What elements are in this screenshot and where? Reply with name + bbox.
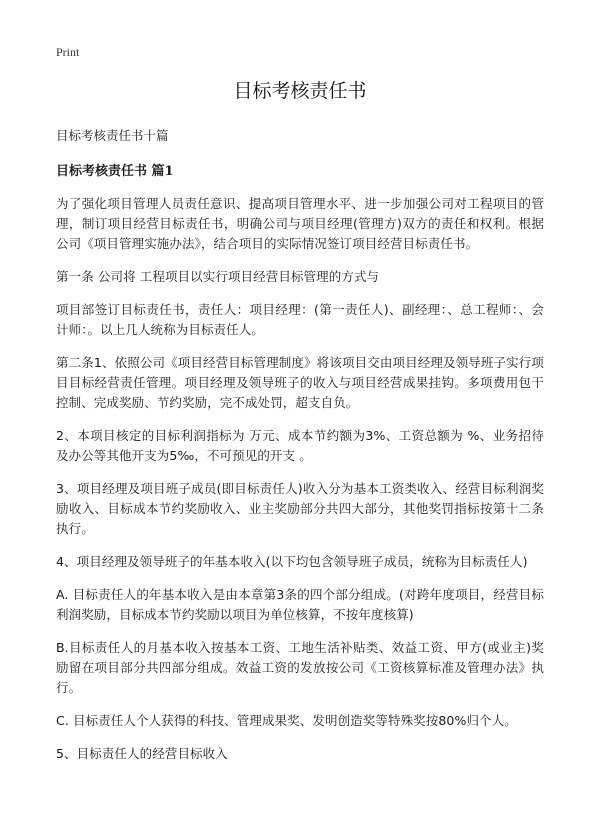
paragraph-item-c: C. 目标责任人个人获得的科技、管理成果奖、发明创造奖等特殊奖按80%归个人。 — [56, 713, 517, 728]
paragraph-item-5: 5、目标责任人的经营目标收入 — [56, 746, 228, 761]
paragraph-article-1: 第一条 公司将 工程项目以实行项目经营目标管理的方式与 — [56, 269, 380, 284]
paragraph-article-2: 第二条1、依照公司《项目经营目标管理制度》将该项目交由项目经理及领导班子实行项目目标经营责任管理。项目经理及领导班子的收入与项目经营成果挂钩。多项费用包干控制、完成奖励、节约奖励，完不成处罚，超支自负。 — [56, 355, 544, 410]
section-heading: 目标考核责任书 篇1 — [56, 164, 174, 179]
paragraph-item-a: A. 目标责任人的年基本收入是由本章第3条的四个部分组成。(对跨年度项目，经营目标利润奖励，目标成本节约奖励以项目为单位核算，不按年度核算) — [56, 587, 544, 622]
page-title: 目标考核责任书 — [233, 80, 367, 102]
paragraph-item-3: 3、项目经理及项目班子成员(即目标责任人)收入分为基本工资类收入、经营目标利润奖励收入、目标成本节约奖励收入、业主奖励部分共四大部分，其他奖罚指标按第十二条执行。 — [56, 481, 544, 536]
paragraph-intro: 为了强化项目管理人员责任意识、提高项目管理水平、进一步加强公司对工程项目的管理，制订项目经营目标责任书，明确公司与项目经理(管理方)双方的责任和权利。根据公司《项目管理实施办法》，结合项目的实际情况签订项目经营目标责任书。 — [56, 196, 544, 251]
paragraph-item-2: 2、本项目核定的目标利润指标为 万元、成本节约额为3%、工资总额为 %、业务招待及办公等其他开支为5‰，不可预见的开支 。 — [56, 428, 544, 463]
print-label: Print — [56, 45, 80, 59]
paragraph-responsible-persons: 项目部签订目标责任书，责任人：项目经理：(第一责任人)、副经理：、总工程师：、会计师：。以上几人统称为目标责任人。 — [56, 302, 544, 337]
paragraph-item-4: 4、项目经理及领导班子的年基本收入(以下均包含领导班子成员，统称为目标责任人) — [56, 554, 528, 569]
document-subtitle: 目标考核责任书十篇 — [56, 128, 169, 143]
paragraph-item-b: B.目标责任人的月基本收入按基本工资、工地生活补贴类、效益工资、甲方(或业主)奖励留在项目部分共四部分组成。效益工资的发放按公司《工资核算标准及管理办法》执行。 — [56, 640, 544, 695]
